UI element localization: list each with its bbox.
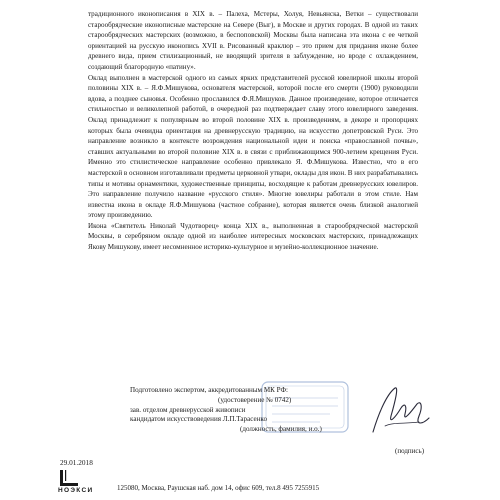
signature-label: (подпись): [395, 447, 425, 455]
expert-block: [130, 386, 370, 435]
paragraph-1: традиционного иконописания в XIX в. – Палеха, Мстеры, Холуя, Невьянска, Ветки – существовали старообрядческие иконописные мастерские на Севере (Выг), в Москве и других городах. В одной из таких старообрядческих мастерских (возможно, в беспоповской) Москвы была написана эта икона с ее четкой ориентацией на русскую иконопись XVII в. Рисованный краклюр – это прием для придания иконе более древнего вида, прием стилизационный, не вводящий зрителя в заблуждение, но вроде с охлаждением, создающий благородную «патину».: [88, 10, 418, 71]
logo-text: НОЭКСИ: [58, 487, 94, 494]
logo-mark-icon: [60, 470, 80, 486]
expert-line-2: (удостоверение № 0742): [218, 395, 292, 404]
footer-address: 125080, Москва, Раушская наб. дом 14, офис 609, тел.8 495 7255915: [117, 484, 320, 492]
expert-line-5: (должность, фамилия, и.о.): [240, 425, 322, 434]
expert-line-1: Подготовлено экспертом, аккредитованным МК РФ:: [130, 386, 289, 394]
signature-icon: [365, 382, 435, 444]
organization-logo: [58, 470, 104, 496]
expert-line-4: кандидатом искусствоведения Л.П.Тарасенко: [130, 415, 268, 424]
document-body: [88, 9, 418, 253]
document-date: 29.01.2018: [60, 458, 93, 467]
paragraph-2: Оклад выполнен в мастерской одного из самых ярких представителей русской ювелирной школы второй половины XIX в. – Я.Ф.Мишукова, основателя мастерской, которой после его смерти (1900) руководили вдова, а позднее сыновья. Особенно прославился Ф.Я.Мишуков. Данное произведение, которое отличается стильностью и великолепной работой, в очередной раз подтверждает славу этого ювелирного заведения. Оклад принадлежит к популярным во второй половине XIX в. произведениям, в декоре и пропорциях которых была очевидна ориентация на древнерусскую традицию, на искусство допетровской Руси. Это направление возникло в контексте возрождения национальной идеи и поиска «православной почвы», ставших актуальными во второй половине XIX в. в связи с приближающимся 900-летием крещения Руси. Именно это стилистическое направление особенно привлекало Я. Ф.Мишукова. Известно, что в его мастерской в основном изготавливали предметы церковной утвари, оклады для икон. В них разрабатывались типы и мотивы орнаментики, художественные принципы, восходящие к работам древнерусских ювелиров. Это направление получило название «русского стиля». Многие ювелиры работали в этом стиле. Нам известна икона в окладе Я.Ф.Мишукова (частное собрание), которая является очень близкой аналогией этому произведению.: [88, 73, 418, 220]
paragraph-3: Икона «Святитель Николай Чудотворец» конца XIX в., выполненная в старообрядческой мастерской Москвы, в серебряном окладе одной из наиболее интересных московских мастерских, принадлежащих Якову Мишукову, имеет несомненное историко-культурное и музейно-коллекционное значение.: [88, 221, 418, 252]
expert-line-3: зав. отделом древнерусской живописи: [130, 405, 246, 414]
